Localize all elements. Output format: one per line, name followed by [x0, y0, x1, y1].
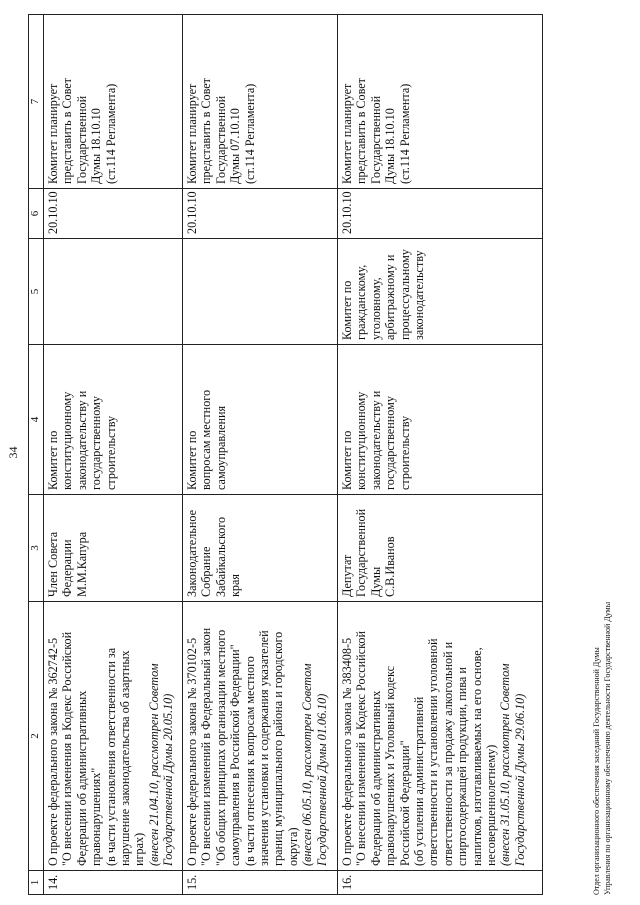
- bill-note-line: (внесен 06.05.10, рассмотрен Советом: [300, 663, 315, 866]
- co-committee-line: уголовному,: [368, 277, 383, 340]
- row-number: 15.: [183, 871, 338, 895]
- table-row: [338, 15, 543, 895]
- committee-line: строительству: [397, 415, 412, 490]
- plan-line: (ст.114 Регламента): [397, 83, 412, 184]
- initiator-line: С.В.Иванов: [383, 536, 398, 597]
- bill-title-line: играх): [132, 832, 147, 866]
- responsible-committee: [44, 345, 183, 495]
- committee-line: вопросам местного: [199, 389, 214, 490]
- plan-line: представить в Совет: [199, 77, 214, 184]
- plan-line: (ст.114 Регламента): [242, 83, 257, 184]
- plan-line: представить в Совет: [60, 77, 75, 184]
- plan-line: Комитет планирует: [46, 83, 60, 184]
- bill-description: [338, 602, 543, 871]
- footer-directorate: Управления по организационному обеспечению деятельности Государственной Думы: [603, 601, 612, 895]
- committee-line: Комитет по: [185, 430, 199, 490]
- co-committee-line: арбитражному и: [383, 254, 398, 340]
- bill-title-line: (в части установления ответственности за: [103, 647, 118, 866]
- column-number: 2: [29, 602, 44, 871]
- column-number: 3: [29, 495, 44, 602]
- plan-line: Государственной: [368, 95, 383, 184]
- bill-title-line: напитков, изготавливаемых на его основе,: [469, 647, 484, 866]
- initiator: [338, 495, 543, 602]
- initiator: [183, 495, 338, 602]
- column-number: 7: [29, 15, 44, 189]
- plan-line: Государственной: [74, 95, 89, 184]
- initiator: [44, 495, 183, 602]
- bill-title-line: "Об общих принципах организации местного: [213, 629, 228, 866]
- co-committee: [44, 239, 183, 345]
- committee-line: законодательству и: [368, 390, 383, 490]
- column-number: 4: [29, 345, 44, 495]
- initiator-line: Государственной: [354, 508, 369, 597]
- committee-line: конституционному: [60, 391, 75, 490]
- table-row: [44, 15, 183, 895]
- initiator-line: Собрание: [199, 546, 214, 597]
- page-number: 34: [6, 446, 20, 459]
- co-committee: [183, 239, 338, 345]
- co-committee-line: законодательству: [412, 250, 427, 340]
- plan-line: Думы 18.10.10: [383, 108, 398, 184]
- plan-line: Думы 07.10.10: [228, 108, 243, 184]
- date-cell: 20.10.10: [183, 189, 338, 239]
- bill-title-line: (об усилении административной: [412, 696, 427, 866]
- committee-line: государственному: [89, 396, 104, 490]
- bill-title-line: (в части отнесения к вопросам местного: [242, 656, 257, 866]
- bill-title-line: Федерации об административных: [74, 690, 89, 866]
- bill-title-line: значения установки и содержания указателей: [257, 630, 272, 866]
- plan-line: (ст.114 Регламента): [103, 83, 118, 184]
- plan-note: [338, 15, 543, 189]
- committee-line: самоуправления: [213, 405, 228, 490]
- bills-table: [28, 14, 543, 895]
- bill-title-line: спиртосодержащей продукции, пива и: [455, 667, 470, 866]
- plan-note: [44, 15, 183, 189]
- footer-department: Отдел организационного обеспечения заседаний Государственной Думы: [592, 647, 601, 895]
- bill-title-line: несовершеннолетнему): [484, 744, 499, 866]
- bill-note-line: (внесен 21.04.10, рассмотрен Советом: [146, 663, 161, 866]
- bill-title-line: О проекте федерального закона № 362742-5: [46, 637, 60, 866]
- row-number: 16.: [338, 871, 543, 895]
- bill-note-line: Государственной Думы 01.06.10): [314, 693, 329, 866]
- bill-title-line: нарушение законодательства об азартных: [118, 650, 133, 866]
- column-number: 5: [29, 239, 44, 345]
- responsible-committee: [183, 345, 338, 495]
- bill-note-line: Государственной Думы 29.06.10): [512, 693, 527, 866]
- committee-line: конституционному: [354, 391, 369, 490]
- initiator-line: Законодательное: [185, 509, 199, 597]
- bill-title-line: границ муниципального района и городского: [271, 631, 286, 866]
- co-committee-line: процессуальному: [397, 249, 412, 340]
- plan-line: Государственной: [213, 95, 228, 184]
- column-number: 6: [29, 189, 44, 239]
- bill-title-line: "О внесении изменения в Кодекс Российской: [60, 631, 75, 866]
- bill-title-line: ответственности и установлении уголовной: [426, 638, 441, 866]
- date-cell: 20.10.10: [44, 189, 183, 239]
- bill-title-line: О проекте федерального закона № 370102-5: [185, 637, 199, 866]
- bill-description: [183, 602, 338, 871]
- committee-line: Комитет по: [340, 430, 354, 490]
- committee-line: строительству: [103, 415, 118, 490]
- column-number-row: [29, 15, 44, 895]
- plan-line: Комитет планирует: [340, 83, 354, 184]
- row-number: 14.: [44, 871, 183, 895]
- bill-title-line: округа): [285, 827, 300, 866]
- initiator-line: М.М.Капура: [74, 531, 89, 597]
- date-cell: 20.10.10: [338, 189, 543, 239]
- responsible-committee: [338, 345, 543, 495]
- initiator-line: Член Совета: [46, 531, 60, 597]
- co-committee: [338, 239, 543, 345]
- bill-title-line: Российской Федерации": [397, 740, 412, 866]
- bill-title-line: "О внесении изменений в Кодекс Российской: [354, 630, 369, 866]
- column-number: 1: [29, 871, 44, 895]
- bill-description: [44, 602, 183, 871]
- table-row: [183, 15, 338, 895]
- committee-line: Комитет по: [46, 430, 60, 490]
- initiator-line: Думы: [368, 566, 383, 597]
- bill-title-line: правонарушениях и Уголовный кодекс: [383, 666, 398, 866]
- bill-note-line: Государственной Думы 20.05.10): [161, 693, 176, 866]
- bill-title-line: Федерации об административных: [368, 690, 383, 866]
- bill-title-line: самоуправления в Российской Федерации": [228, 644, 243, 866]
- bill-title-line: "О внесении изменений в Федеральный закон: [199, 627, 214, 866]
- bill-note-line: (внесен 31.05.10, рассмотрен Советом: [498, 663, 513, 866]
- initiator-line: Забайкальского края: [213, 516, 243, 597]
- bill-title-line: О проекте федерального закона № 383408-5: [340, 637, 354, 866]
- plan-line: представить в Совет: [354, 77, 369, 184]
- committee-line: государственному: [383, 396, 398, 490]
- bill-title-line: правонарушениях": [89, 767, 104, 866]
- initiator-line: Депутат: [340, 554, 354, 597]
- initiator-line: Федерации: [60, 539, 75, 597]
- bill-title-line: ответственности за продажу алкогольной и: [440, 641, 455, 866]
- committee-line: законодательству и: [74, 390, 89, 490]
- co-committee-line: гражданскому,: [354, 264, 369, 340]
- plan-line: Думы 18.10.10: [89, 108, 104, 184]
- co-committee-line: Комитет по: [340, 280, 354, 340]
- plan-line: Комитет планирует: [185, 83, 199, 184]
- plan-note: [183, 15, 338, 189]
